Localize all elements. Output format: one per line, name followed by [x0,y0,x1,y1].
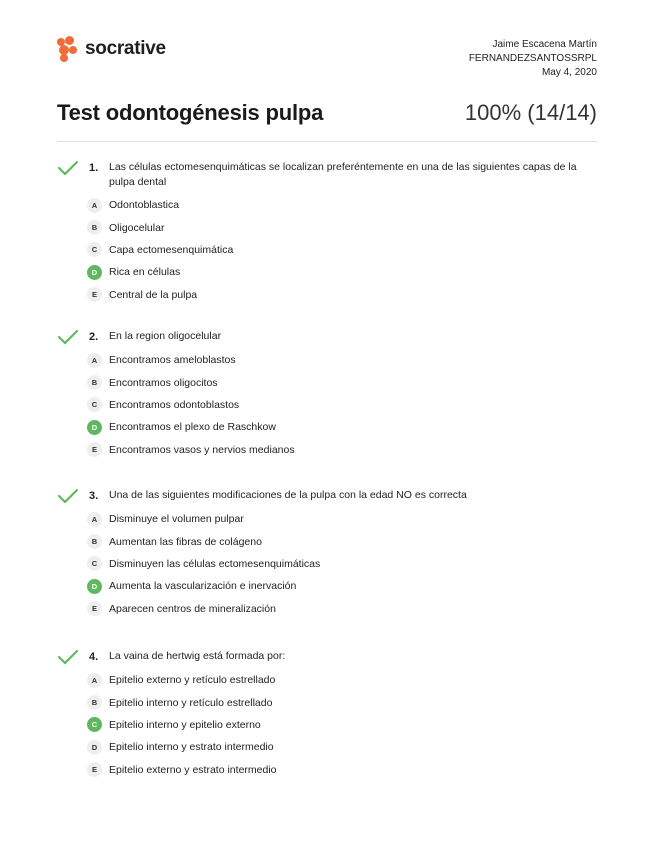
check-icon [57,160,79,176]
socrative-logo [57,36,166,62]
option-text: Encontramos vasos y nervios medianos [109,443,295,456]
option-letter: B [87,534,102,549]
option-letter: C [87,556,102,571]
option-letter: E [87,442,102,457]
option-letter: E [87,287,102,302]
question-number: 2. [89,331,99,343]
answer-options [87,194,597,306]
answer-option [87,371,597,393]
socrative-logo-icon [57,36,79,62]
question-text: En la region oligocelular [109,330,222,342]
answer-option [87,508,597,530]
question [57,649,597,781]
question [57,488,597,620]
room-name: FERNANDEZSANTOSSRPL [468,53,597,64]
option-text: Encontramos odontoblastos [109,398,240,411]
question-number: 1. [89,162,99,174]
option-text: Central de la pulpa [109,288,198,301]
answer-option [87,553,597,575]
option-text: Encontramos oligocitos [109,376,218,389]
answer-option [87,736,597,758]
option-letter: E [87,762,102,777]
option-text: Disminuyen las células ectomesenquimáticas [109,557,321,570]
answer-options [87,508,597,620]
check-icon [57,649,79,665]
option-text: Disminuye el volumen pulpar [109,513,244,526]
correct-option-letter: C [87,717,102,732]
option-text: Aumentan las fibras de colágeno [109,535,262,548]
report-header [57,36,597,76]
option-letter: E [87,601,102,616]
question-text: La vaina de hertwig está formada por: [109,650,286,662]
answer-option [87,759,597,781]
question [57,329,597,461]
option-text: Aumenta la vascularización e inervación [109,580,297,593]
correct-option-letter: D [87,579,102,594]
option-text: Aparecen centros de mineralización [109,602,276,615]
answer-option [87,349,597,371]
report-date: May 4, 2020 [541,67,597,78]
answer-options [87,669,597,781]
test-title: Test odontogénesis pulpa [57,100,324,125]
option-letter: B [87,220,102,235]
question-header [57,329,597,345]
question-text: Una de las siguientes modificaciones de la pulpa con la edad NO es correcta [109,489,467,501]
answer-option [87,239,597,261]
check-icon [57,329,79,345]
option-text: Epitelio interno y retículo estrellado [109,696,273,709]
answer-option [87,598,597,620]
option-letter: C [87,242,102,257]
brand-name: socrative [85,38,166,59]
answer-option [87,575,597,597]
correct-option-letter: D [87,420,102,435]
option-letter: C [87,397,102,412]
option-text: Rica en células [109,266,181,279]
answer-option [87,261,597,283]
question-number: 3. [89,490,99,502]
answer-option [87,691,597,713]
title-row [57,98,597,128]
question-text: Las células ectomesenquimáticas se localizan preferéntemente en una de las siguientes capas de la pulpa dental [109,161,577,188]
option-letter: A [87,353,102,368]
question-header [57,488,597,504]
option-text: Encontramos ameloblastos [109,354,236,367]
option-text: Capa ectomesenquimática [109,243,234,256]
option-letter: A [87,198,102,213]
check-icon [57,488,79,504]
option-letter: B [87,695,102,710]
answer-option [87,416,597,438]
option-text: Epitelio externo y estrato intermedio [109,763,277,776]
answer-option [87,284,597,306]
option-letter: A [87,512,102,527]
answer-option [87,439,597,461]
option-letter: B [87,375,102,390]
option-text: Epitelio interno y estrato intermedio [109,741,274,754]
option-text: Oligocelular [109,221,165,234]
header-divider [57,141,597,142]
option-text: Encontramos el plexo de Raschkow [109,421,276,434]
option-text: Epitelio interno y epitelio externo [109,718,261,731]
question-header [57,160,597,190]
test-score: 100% (14/14) [464,100,597,125]
answer-option [87,669,597,691]
option-text: Epitelio externo y retículo estrellado [109,674,276,687]
student-name: Jaime Escacena Martín [492,39,597,50]
answer-option [87,216,597,238]
answer-option [87,394,597,416]
correct-option-letter: D [87,265,102,280]
answer-option [87,194,597,216]
answer-options [87,349,597,461]
question-header [57,649,597,665]
option-text: Odontoblastica [109,199,180,212]
answer-option [87,530,597,552]
option-letter: A [87,673,102,688]
option-letter: D [87,740,102,755]
question-number: 4. [89,651,99,663]
report-meta [469,38,597,80]
question [57,160,597,306]
answer-option [87,714,597,736]
